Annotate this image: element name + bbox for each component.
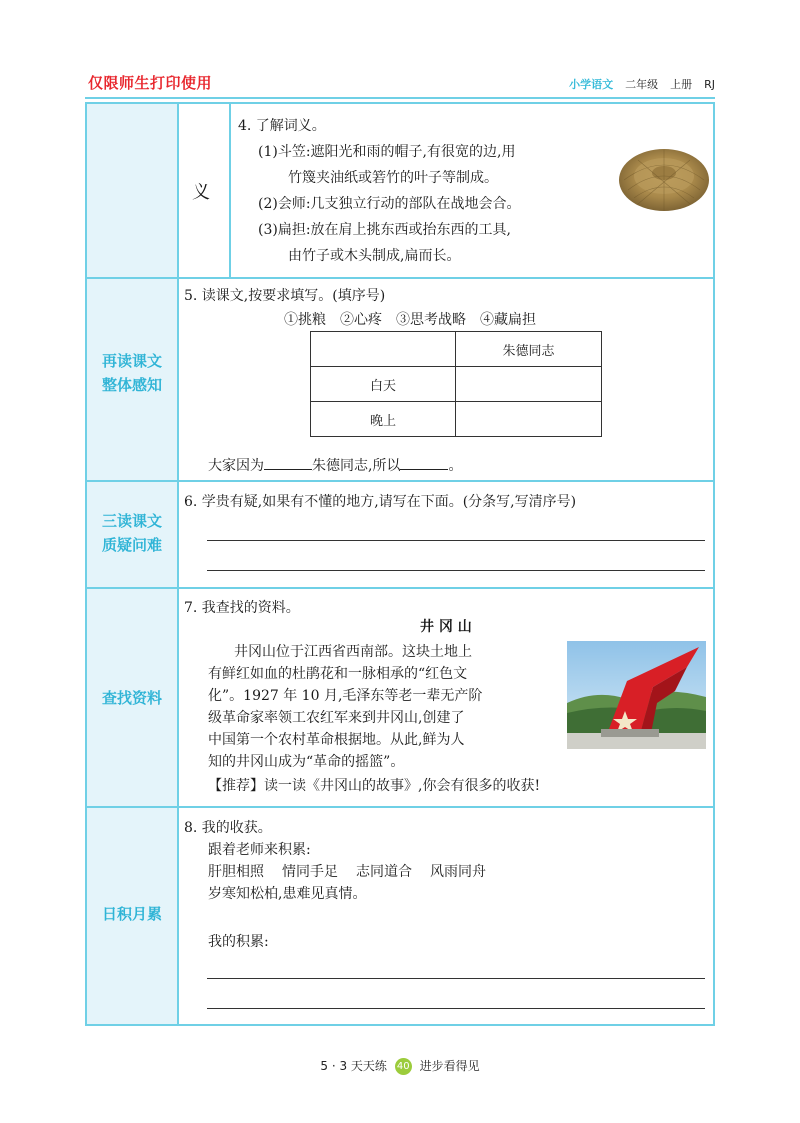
article-line: 化”。1927 年 10 月,毛泽东等老一辈无产阶 [208, 688, 483, 704]
char-column-divider [229, 104, 231, 277]
q4-line-2: 竹篾夹油纸或箬竹的叶子等制成。 [288, 170, 498, 186]
my-accumulation-label: 我的积累: [208, 934, 269, 950]
grade: 二年级 [625, 78, 659, 91]
answer-line[interactable] [207, 978, 705, 979]
fill-blank[interactable] [400, 456, 448, 470]
q4-title: 4. 了解词义。 [238, 118, 326, 134]
q4-line-1: (1)斗笠:遮阳光和雨的帽子,有很宽的边,用 [258, 144, 516, 160]
book-info [569, 76, 715, 92]
footer-slogan: 进步看得见 [419, 1059, 480, 1073]
option-item: ④藏扁担 [480, 312, 536, 328]
answer-table [310, 331, 602, 437]
q7-title: 7. 我查找的资料。 [184, 600, 300, 616]
q4-line-3: (2)会师:几支独立行动的部队在战地会合。 [258, 196, 521, 212]
section-label-reread: 再读课文 整体感知 [101, 352, 162, 394]
edition: RJ [704, 77, 715, 91]
section-label-question: 三读课文 质疑问难 [101, 512, 162, 554]
sidebar-column [87, 104, 177, 1024]
table-row [311, 367, 602, 402]
q8-title: 8. 我的收获。 [184, 820, 272, 836]
q5-title: 5. 读课文,按要求填写。(填序号) [184, 288, 386, 304]
footer-brand: 5 · 3 天天练 [320, 1059, 387, 1073]
row-divider [87, 480, 713, 482]
column-divider [177, 104, 179, 1024]
header-divider [85, 97, 715, 99]
row-label-cell: 白天 [311, 367, 456, 402]
idiom-item: 肝胆相照 [208, 864, 264, 880]
section-label-research: 查找资料 [101, 689, 162, 707]
q4-line-5: 由竹子或木头制成,扁而长。 [288, 248, 461, 264]
article-line: 有鲜红如血的杜鹃花和一脉相承的“红色文 [208, 666, 468, 682]
volume: 上册 [670, 78, 693, 91]
q5-sentence: 大家因为 朱德同志,所以 。 [208, 458, 463, 474]
subject: 小学语文 [569, 78, 614, 91]
option-item: ②心疼 [340, 312, 382, 328]
fill-blank[interactable] [264, 456, 312, 470]
row-divider [87, 587, 713, 589]
q5-options [284, 310, 536, 330]
page-footer [0, 1057, 800, 1075]
idiom-item: 风雨同舟 [430, 864, 486, 880]
row-divider [87, 277, 713, 279]
option-item: ③思考战略 [396, 312, 466, 328]
print-notice: 仅限师生打印使用 [88, 74, 213, 92]
idiom-list [208, 862, 486, 882]
option-item: ①挑粮 [284, 312, 326, 328]
answer-line[interactable] [207, 540, 705, 541]
answer-line[interactable] [207, 1008, 705, 1009]
page-number-badge: 40 [395, 1058, 412, 1075]
article-line: 中国第一个农村革命根据地。从此,鲜为人 [208, 732, 465, 748]
article-line: 知的井冈山成为“革命的摇篮”。 [208, 754, 405, 770]
table-cell [311, 332, 456, 367]
accumulate-intro: 跟着老师来积累: [208, 842, 311, 858]
jinggangshan-monument-photo [567, 641, 706, 749]
bamboo-hat-image [618, 140, 710, 214]
idiom-item: 情同手足 [282, 864, 338, 880]
q6-title: 6. 学贵有疑,如果有不懂的地方,请写在下面。(分条写,写清序号) [184, 494, 577, 510]
q4-line-4: (3)扁担:放在肩上挑东西或抬东西的工具, [258, 222, 511, 238]
table-header-cell: 朱德同志 [456, 332, 602, 367]
article-heading: 井 冈 山 [420, 619, 472, 635]
answer-cell[interactable] [456, 367, 602, 402]
recommend-line: 【推荐】读一读《井冈山的故事》,你会有很多的收获! [208, 778, 541, 794]
table-row [311, 332, 602, 367]
row-divider [87, 806, 713, 808]
answer-line[interactable] [207, 570, 705, 571]
article-line: 级革命家率领工农红军来到井冈山,创建了 [208, 710, 465, 726]
article-line: 井冈山位于江西省西南部。这块土地上 [234, 644, 472, 660]
answer-cell[interactable] [456, 402, 602, 437]
worksheet-frame [85, 102, 715, 1026]
section-label-accumulate: 日积月累 [101, 905, 162, 923]
table-row [311, 402, 602, 437]
proverb-line: 岁寒知松柏,患难见真情。 [208, 886, 367, 902]
idiom-item: 志同道合 [356, 864, 412, 880]
row-label-cell: 晚上 [311, 402, 456, 437]
meaning-char-label: 义 [192, 182, 210, 203]
